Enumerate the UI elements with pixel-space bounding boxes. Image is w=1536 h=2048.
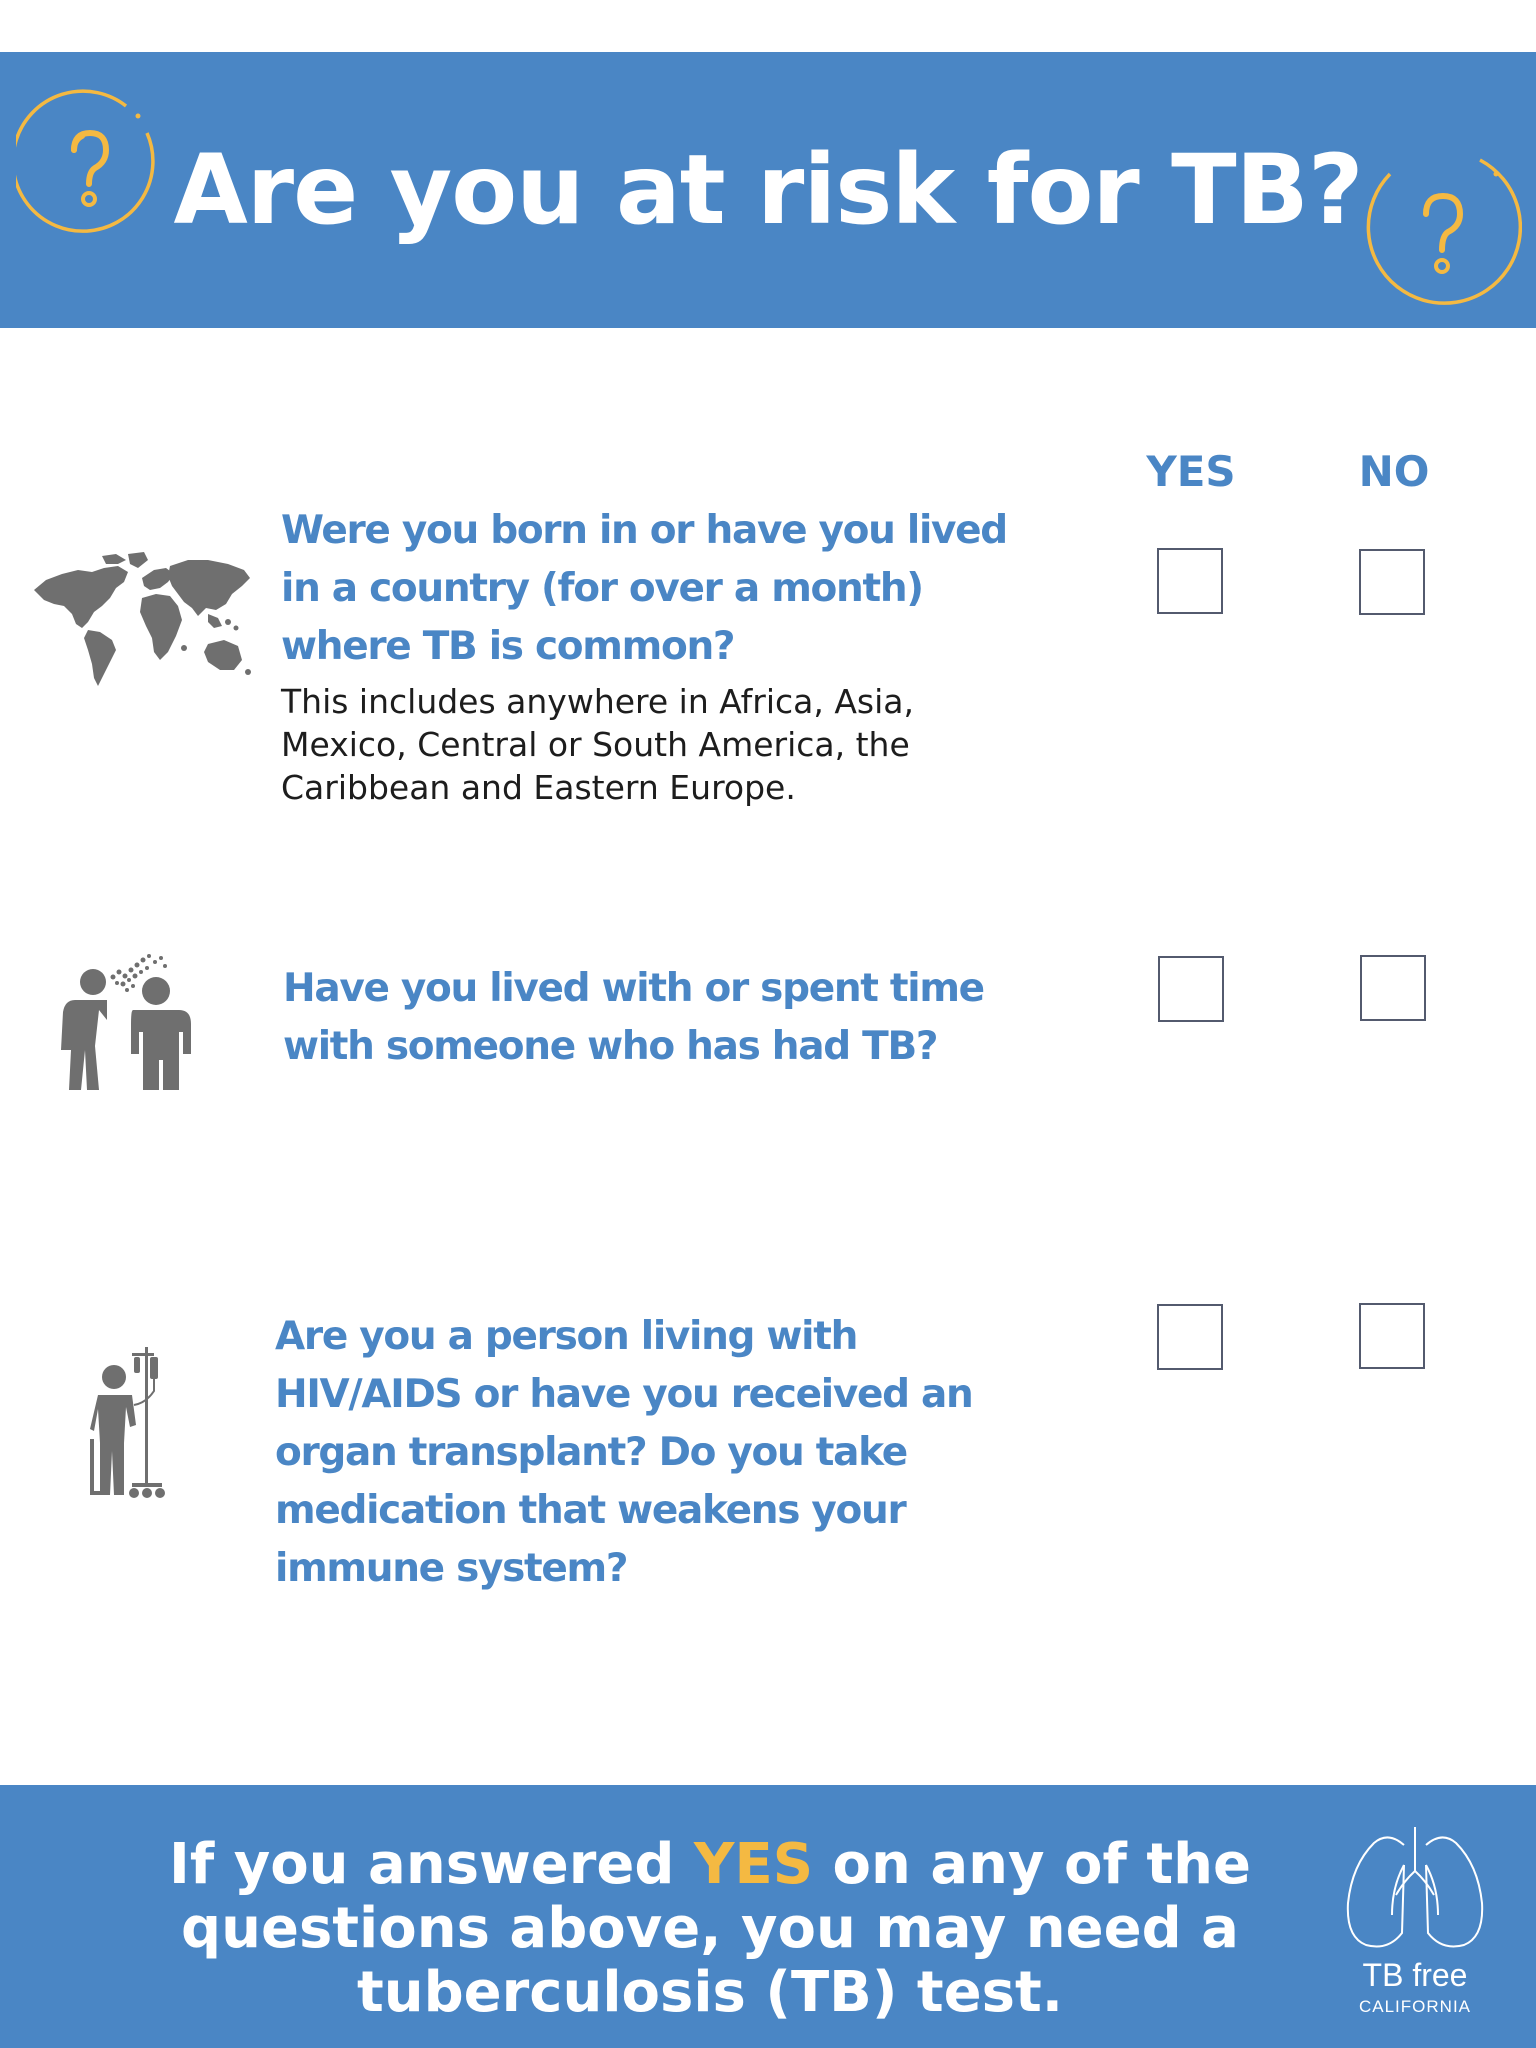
q1-yes-checkbox[interactable] <box>1157 548 1223 614</box>
brand-name: TB free <box>1362 1957 1468 1993</box>
q2-no-checkbox[interactable] <box>1360 955 1426 1021</box>
question-1-detail: This includes anywhere in Africa, Asia, Mexico, Central or South America, the Caribbean and Eastern Europe. <box>281 682 914 807</box>
footer-text-before: If you answered <box>169 1832 694 1897</box>
brand-subtitle: CALIFORNIA <box>1358 1997 1472 2016</box>
q3-no-checkbox[interactable] <box>1359 1303 1425 1369</box>
cough-spread-icon <box>55 950 200 1095</box>
footer-text-after: on any of the questions above, you may need a tuberculosis (TB) test. <box>181 1832 1251 2025</box>
q2-yes-checkbox[interactable] <box>1158 956 1224 1022</box>
world-map-icon <box>32 548 252 690</box>
q1-no-checkbox[interactable] <box>1359 549 1425 615</box>
q3-yes-checkbox[interactable] <box>1157 1304 1223 1370</box>
lungs-logo-icon <box>1344 1825 1486 1955</box>
patient-iv-icon <box>90 1343 168 1501</box>
question-2 <box>283 960 1043 1076</box>
yes-column-label: YES <box>1146 447 1236 496</box>
question-3 <box>275 1308 1035 1598</box>
no-column-label: NO <box>1358 447 1430 496</box>
question-mark-icon <box>1360 144 1522 306</box>
question-1-text: Were you born in or have you lived in a country (for over a month) where TB is common? <box>281 508 1007 669</box>
question-1 <box>281 502 1041 809</box>
question-3-text: Are you a person living with HIV/AIDS or have you received an organ transplant? Do you take medication that weakens your immune system? <box>275 1314 973 1591</box>
footer-yes-highlight: YES <box>693 1832 814 1897</box>
header-banner <box>0 52 1536 328</box>
page-title: Are you at risk for TB? <box>173 134 1363 246</box>
brand-logo <box>1340 1825 1490 2025</box>
question-2-text: Have you lived with or spent time with someone who has had TB? <box>283 966 984 1069</box>
footer-message <box>100 1833 1320 2025</box>
footer-banner <box>0 1785 1536 2048</box>
